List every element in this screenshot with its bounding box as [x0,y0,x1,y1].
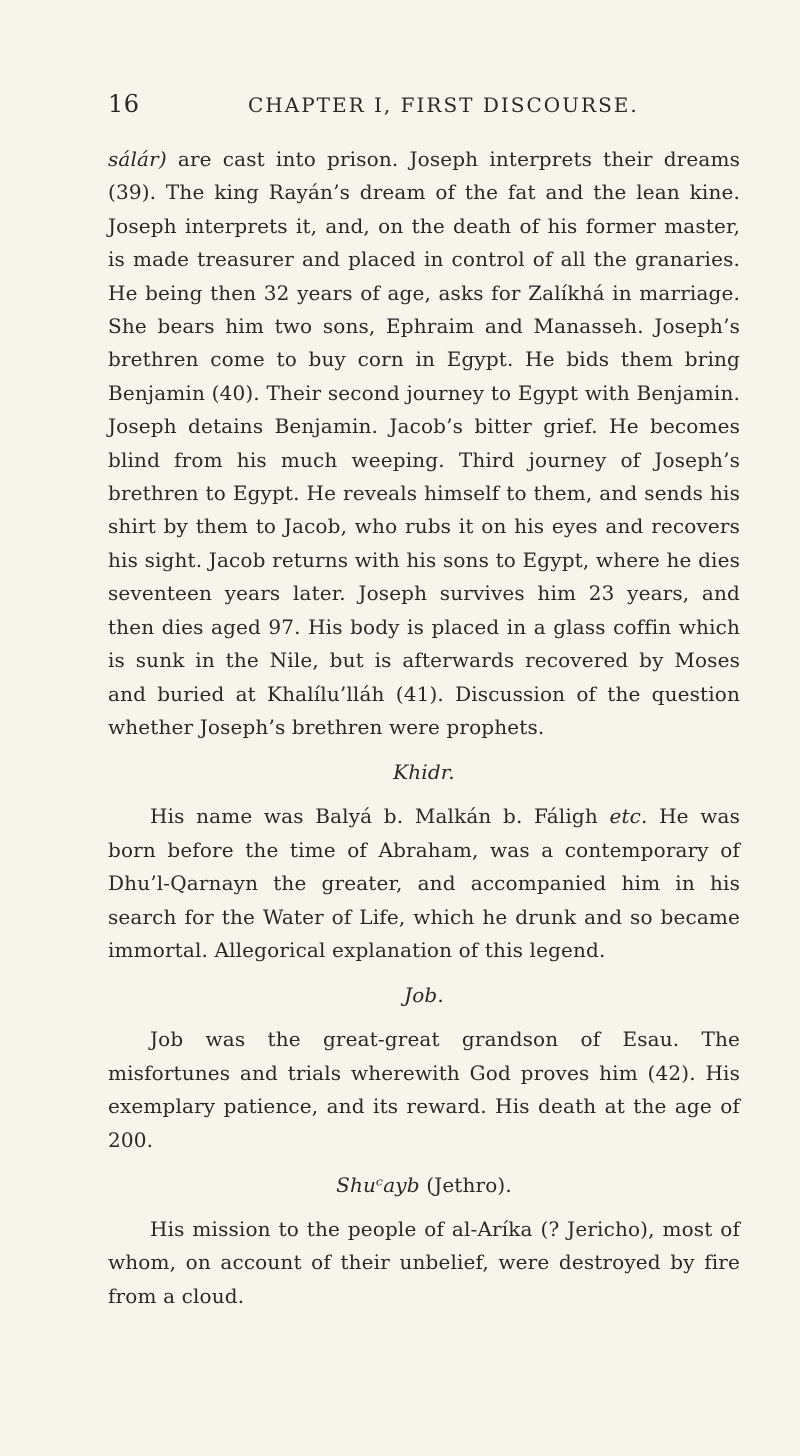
paragraph-khidr [108,800,740,967]
paragraph-job: Job was the great-great grandson of Esau. The misfortunes and trials wherewith God proves him (42). His exemplary patience, and its reward. His death at the age of 200. [108,1027,740,1152]
paragraph-khidr-etc: etc. [609,804,648,829]
paragraph-shuayb: His mission to the people of al-Aríka (? Jericho), most of whom, on account of their unbelief, were destroyed by fire from a cloud. [108,1216,740,1308]
paragraph-khidr-text-after: He was born before the time of Abraham, was a contemporary of Dhu’l-Qarnayn the greater, and accompanied him in his search for the Water of Life, which he drunk and so became immortal. Allegorical explanation of this legend. [108,804,740,962]
running-head [108,90,708,126]
section-heading-job: Job. [404,983,444,1008]
page-number: 16 [108,90,140,118]
section-heading-shuayb [108,1157,740,1213]
body-text [108,143,740,1313]
section-heading-shuayb-italic: Shuᶜayb [336,1172,420,1197]
section-heading-shuayb-plain: (Jethro). [419,1172,512,1197]
paragraph-khidr-text-before: His name was Balyá b. Malkán b. Fáligh [150,804,610,829]
paragraph-lead-italic: sálár) [108,147,167,171]
section-heading-khidr: Khidr. [393,760,455,785]
paragraph-joseph-text: are cast into prison. Joseph interprets their dreams (39). The king Rayán’s dream of the fat and the lean kine. Joseph interprets it, and, on the death of his former master, is made treasurer and placed in control of all the granaries. He being then 32 years of age, asks for Zalíkhá in marriage. She bears him two sons, Ephraim and Manasseh. Joseph’s brethren come to buy corn in Egypt. He bids them bring Benjamin (40). Their second journey to Egypt with Benjamin. Joseph detains Benjamin. Jacob’s bitter grief. He becomes blind from his much weeping. Third journey of Joseph’s brethren to Egypt. He reveals himself to them, and sends his shirt by them to Jacob, who rubs it on his eyes and recovers his sight. Jacob returns with his sons to Egypt, where he dies seventeen years later. Joseph survives him 23 years, and then dies aged 97. His body is placed in a glass coffin which is sunk in the Nile, but is afterwards recovered by Moses and buried at Khalílu’lláh (41). Discussion of the question whether Joseph’s brethren were prophets. [108,147,740,739]
chapter-title: CHAPTER I, FIRST DISCOURSE. [248,93,639,117]
paragraph-joseph [108,143,740,744]
